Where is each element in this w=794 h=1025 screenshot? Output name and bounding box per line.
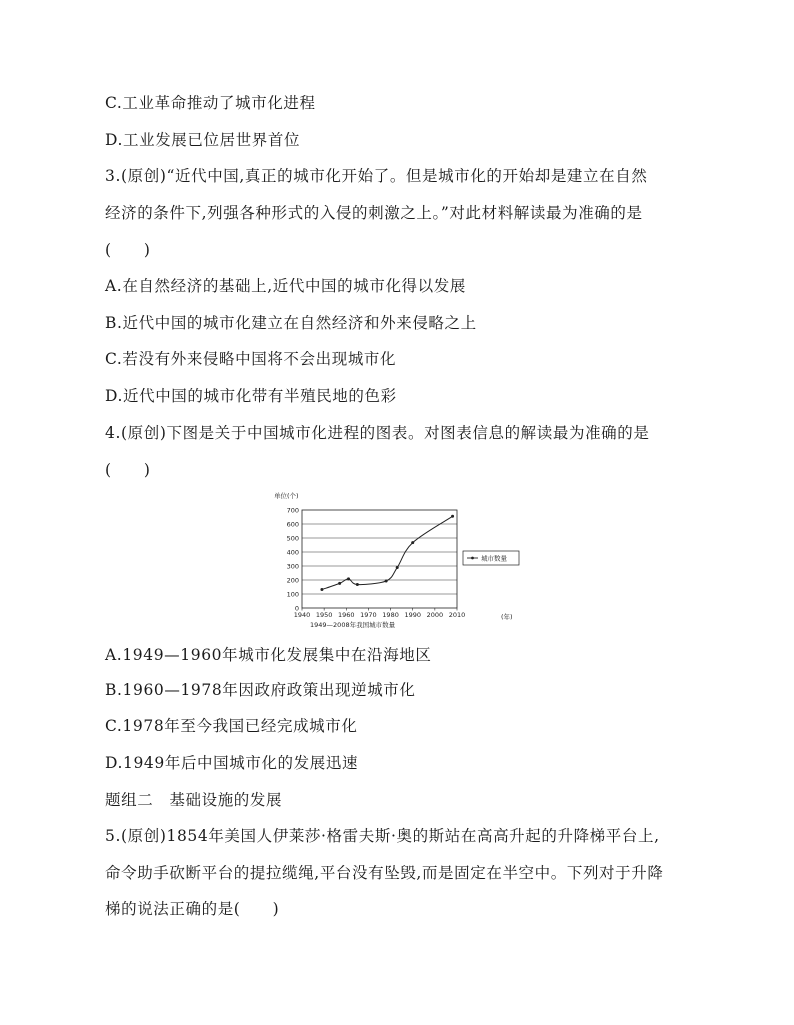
data-point-1990: [411, 541, 414, 544]
line-5: A.在自然经济的基础上,近代中国的城市化得以发展: [105, 277, 466, 295]
legend-label: 城市数量: [481, 554, 507, 563]
line-0: C.工业革命推动了城市化进程: [105, 94, 316, 112]
line-12: B.1960—1978年因政府政策出现逆城市化: [105, 681, 416, 699]
x-tick-label-1950: 1950: [315, 611, 333, 619]
data-point-1949: [320, 588, 323, 591]
data-point-1961: [347, 577, 350, 580]
x-tick-label-1960: 1960: [338, 611, 355, 619]
y-tick-label-0: 0: [294, 604, 299, 613]
line-7: C.若没有外来侵略中国将不会出现城市化: [105, 350, 397, 368]
data-point-1957: [338, 582, 341, 585]
y-tick-label-700: 700: [286, 506, 299, 515]
line-18: 梯的说法正确的是( ): [105, 900, 280, 918]
legend-marker-swatch: [471, 557, 474, 560]
y-tick-label-500: 500: [286, 534, 299, 543]
data-point-1978: [385, 579, 388, 582]
line-11: A.1949—1960年城市化发展集中在沿海地区: [105, 646, 432, 664]
y-tick-label-600: 600: [286, 520, 299, 529]
data-point-1965: [356, 583, 359, 586]
chart: [262, 490, 532, 630]
x-tick-label-1970: 1970: [360, 611, 377, 619]
line-8: D.近代中国的城市化带有半殖民地的色彩: [105, 387, 397, 405]
plot-frame: [302, 510, 457, 608]
chart-title: 1949—2008年我国城市数量: [310, 621, 396, 629]
line-2: 3.(原创)“近代中国,真正的城市化开始了。但是城市化的开始却是建立在自然: [105, 167, 648, 185]
y-tick-label-400: 400: [286, 548, 299, 557]
chart-ylabel: 单位(个): [274, 492, 299, 500]
chart-xlabel: (年): [501, 613, 513, 621]
series-line-0: [322, 516, 453, 589]
line-10: ( ): [105, 461, 151, 479]
line-1: D.工业发展已位居世界首位: [105, 131, 301, 149]
line-16: 5.(原创)1854年美国人伊莱莎·格雷夫斯·奥的斯站在高高升起的升降梯平台上,: [105, 827, 660, 845]
line-4: ( ): [105, 241, 151, 259]
chart-legend: [463, 551, 519, 565]
line-14: D.1949年后中国城市化的发展迅速: [105, 754, 359, 772]
data-point-2008: [451, 515, 454, 518]
y-tick-label-100: 100: [286, 590, 299, 599]
chart-axes: [287, 506, 466, 619]
data-point-1983: [396, 566, 399, 569]
x-tick-label-1990: 1990: [404, 611, 421, 619]
y-tick-label-200: 200: [286, 576, 299, 585]
x-tick-label-1980: 1980: [382, 611, 399, 619]
line-17: 命令助手砍断平台的提拉缆绳,平台没有坠毁,而是固定在半空中。下列对于升降: [105, 864, 664, 882]
chart-grid: [302, 524, 457, 594]
x-tick-label-2000: 2000: [426, 611, 444, 619]
line-3: 经济的条件下,列强各种形式的入侵的刺激之上。”对此材料解读最为准确的是: [105, 204, 643, 222]
line-9: 4.(原创)下图是关于中国城市化进程的图表。对图表信息的解读最为准确的是: [105, 424, 650, 442]
line-15: 题组二 基础设施的发展: [105, 791, 283, 809]
y-tick-label-300: 300: [286, 562, 299, 571]
line-13: C.1978年至今我国已经完成城市化: [105, 717, 358, 735]
x-tick-label-2010: 2010: [448, 611, 466, 619]
x-tick-label-1940: 1940: [293, 611, 311, 619]
chart-series: [320, 515, 454, 591]
line-6: B.近代中国的城市化建立在自然经济和外来侵略之上: [105, 314, 477, 332]
